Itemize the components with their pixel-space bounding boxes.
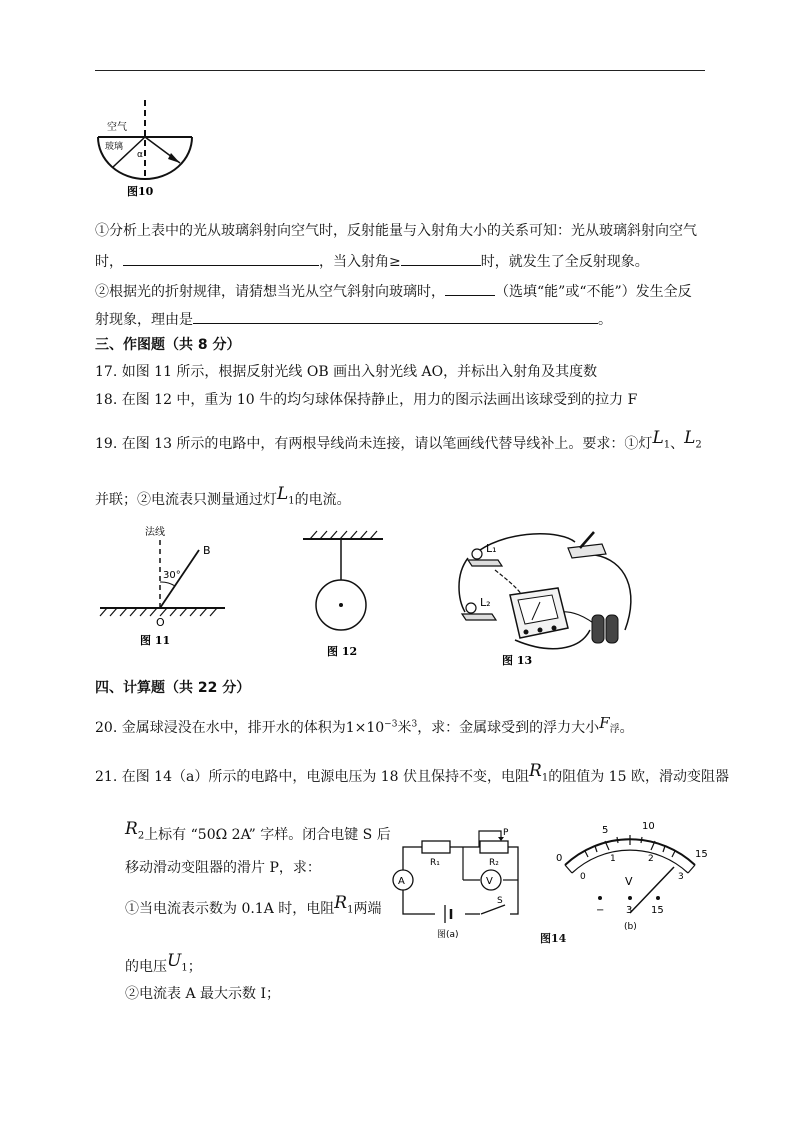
dial-unit-label: V (625, 875, 633, 888)
lamp-l1 (468, 542, 502, 566)
ammeter (510, 588, 568, 638)
lamp-l1-label: L₁ (486, 542, 497, 555)
answer-blank[interactable] (445, 281, 495, 296)
top-scale-10: 10 (642, 821, 655, 832)
q19-line1: 19. 在图 13 所示的电路中，有两根导线尚未连接，请以笔画线代替导线补上。要求：①灯$L_1$、$L_2$ (95, 428, 702, 452)
q21-line6: ②电流表 A 最大示数 I； (125, 986, 280, 1002)
q19-line2: 并联；②电流表只测量通过灯$L_1$的电流。 (95, 484, 351, 508)
fig10-glass-label: 玻璃 (105, 142, 124, 152)
fig14b-caption: (b) (624, 922, 637, 932)
resistor-r1-symbol: $R_1$ (334, 893, 354, 916)
q21-line5: 的电压$U_1$； (125, 951, 202, 975)
slider-label: P (503, 828, 509, 838)
terminal-3: 3 (626, 905, 633, 916)
lamp-l1-symbol: $L_1$ (652, 428, 671, 451)
q16-part1-line1: ①分析上表中的光从玻璃斜射向空气时，反射能量与入射角大小的关系可知：光从玻璃斜射向空气 (95, 223, 697, 239)
q18-text: 18. 在图 12 中，重为 10 牛的均匀球体保持静止，用力的图示法画出该球受到的拉力 F (95, 392, 638, 408)
fig10-caption: 图10 (127, 185, 154, 198)
q21-line1: 21. 在图 14（a）所示的电路中，电源电压为 18 伏且保持不变，电阻$R_1$的阻值为 15 欧，滑动变阻器 (95, 761, 729, 785)
answer-blank[interactable] (123, 251, 319, 266)
fig10-air-label: 空气 (107, 122, 127, 133)
buoyancy-symbol: $F_浮$ (599, 714, 620, 735)
q21-line3: 移动滑动变阻器的滑片 P，求： (125, 860, 321, 876)
q21-line4: ①当电流表示数为 0.1A 时，电阻$R_1$两端 (125, 893, 382, 917)
switch (568, 532, 606, 558)
lamp-l2-label: L₂ (480, 596, 491, 609)
figure-13 (440, 520, 645, 670)
top-scale-0: 0 (556, 853, 563, 864)
fig11-normal-label: 法线 (145, 527, 165, 538)
q16-part2-line2: 射现象，理由是 。 (95, 309, 612, 329)
bottom-scale-0: 0 (580, 872, 586, 882)
fig11-point-label: O (156, 616, 165, 629)
q16-part1-line2: 时， ，当入射角≥ 时，就发生了全反射现象。 (95, 251, 649, 271)
lamp-l2-symbol: $L_2$ (684, 428, 702, 451)
figure-11 (95, 520, 235, 650)
figure-14a-circuit (385, 825, 535, 955)
figure-10 (95, 95, 235, 200)
bottom-scale-1: 1 (610, 854, 616, 864)
bottom-scale-3: 3 (678, 872, 684, 882)
q20-text: 20. 金属球浸没在水中，排开水的体积为$1\times 10^{-3}$米$^3$，求：金属球受到的浮力大小$F_浮$。 (95, 714, 634, 736)
figure-12 (295, 525, 405, 665)
bottom-scale-2: 2 (648, 854, 654, 864)
fig12-caption: 图 12 (327, 645, 358, 658)
fig13-caption: 图 13 (502, 654, 533, 667)
lamp-l1-symbol: $L_1$ (277, 484, 295, 507)
lamp-l2 (462, 596, 496, 620)
fig11-caption: 图 11 (140, 634, 171, 647)
q21-line2: $R_2$上标有 “50Ω 2A” 字样。闭合电键 S 后 (125, 819, 391, 843)
resistor-r1-symbol: $R_1$ (529, 761, 549, 784)
answer-blank[interactable] (193, 309, 598, 324)
top-scale-5: 5 (602, 825, 609, 836)
r2-label: R₂ (489, 858, 499, 868)
header-rule (95, 70, 705, 71)
fig14a-caption: 图(a) (437, 930, 459, 940)
fig11-ray-label: B (203, 544, 211, 557)
terminal-15: 15 (651, 905, 664, 916)
q16-part2-line1: ②根据光的折射规律，请猜想当光从空气斜射向玻璃时， （选填“能”或“不能”）发生全反 (95, 281, 692, 301)
fig14-caption: 图14 (540, 932, 567, 945)
q17-text: 17. 如图 11 所示，根据反射光线 OB 画出入射光线 AO，并标出入射角及其度数 (95, 364, 598, 380)
battery (592, 615, 618, 643)
switch-label: S (497, 896, 503, 906)
top-scale-15: 15 (695, 849, 708, 860)
answer-blank[interactable] (401, 251, 481, 266)
figure-14b-voltmeter-dial (550, 815, 715, 935)
voltmeter-label: V (486, 876, 493, 887)
voltage-u1-symbol: $U_1$ (167, 951, 188, 974)
resistor-r2-symbol: $R_2$ (125, 819, 145, 842)
fig10-angle-label: α (137, 150, 143, 160)
terminal-negative: − (596, 905, 605, 916)
section-3-title: 三、作图题（共 8 分） (95, 337, 241, 353)
ammeter-label: A (398, 876, 405, 887)
r1-label: R₁ (430, 858, 440, 868)
section-4-title: 四、计算题（共 22 分） (95, 680, 251, 696)
fig11-angle-label: 30° (163, 570, 181, 581)
